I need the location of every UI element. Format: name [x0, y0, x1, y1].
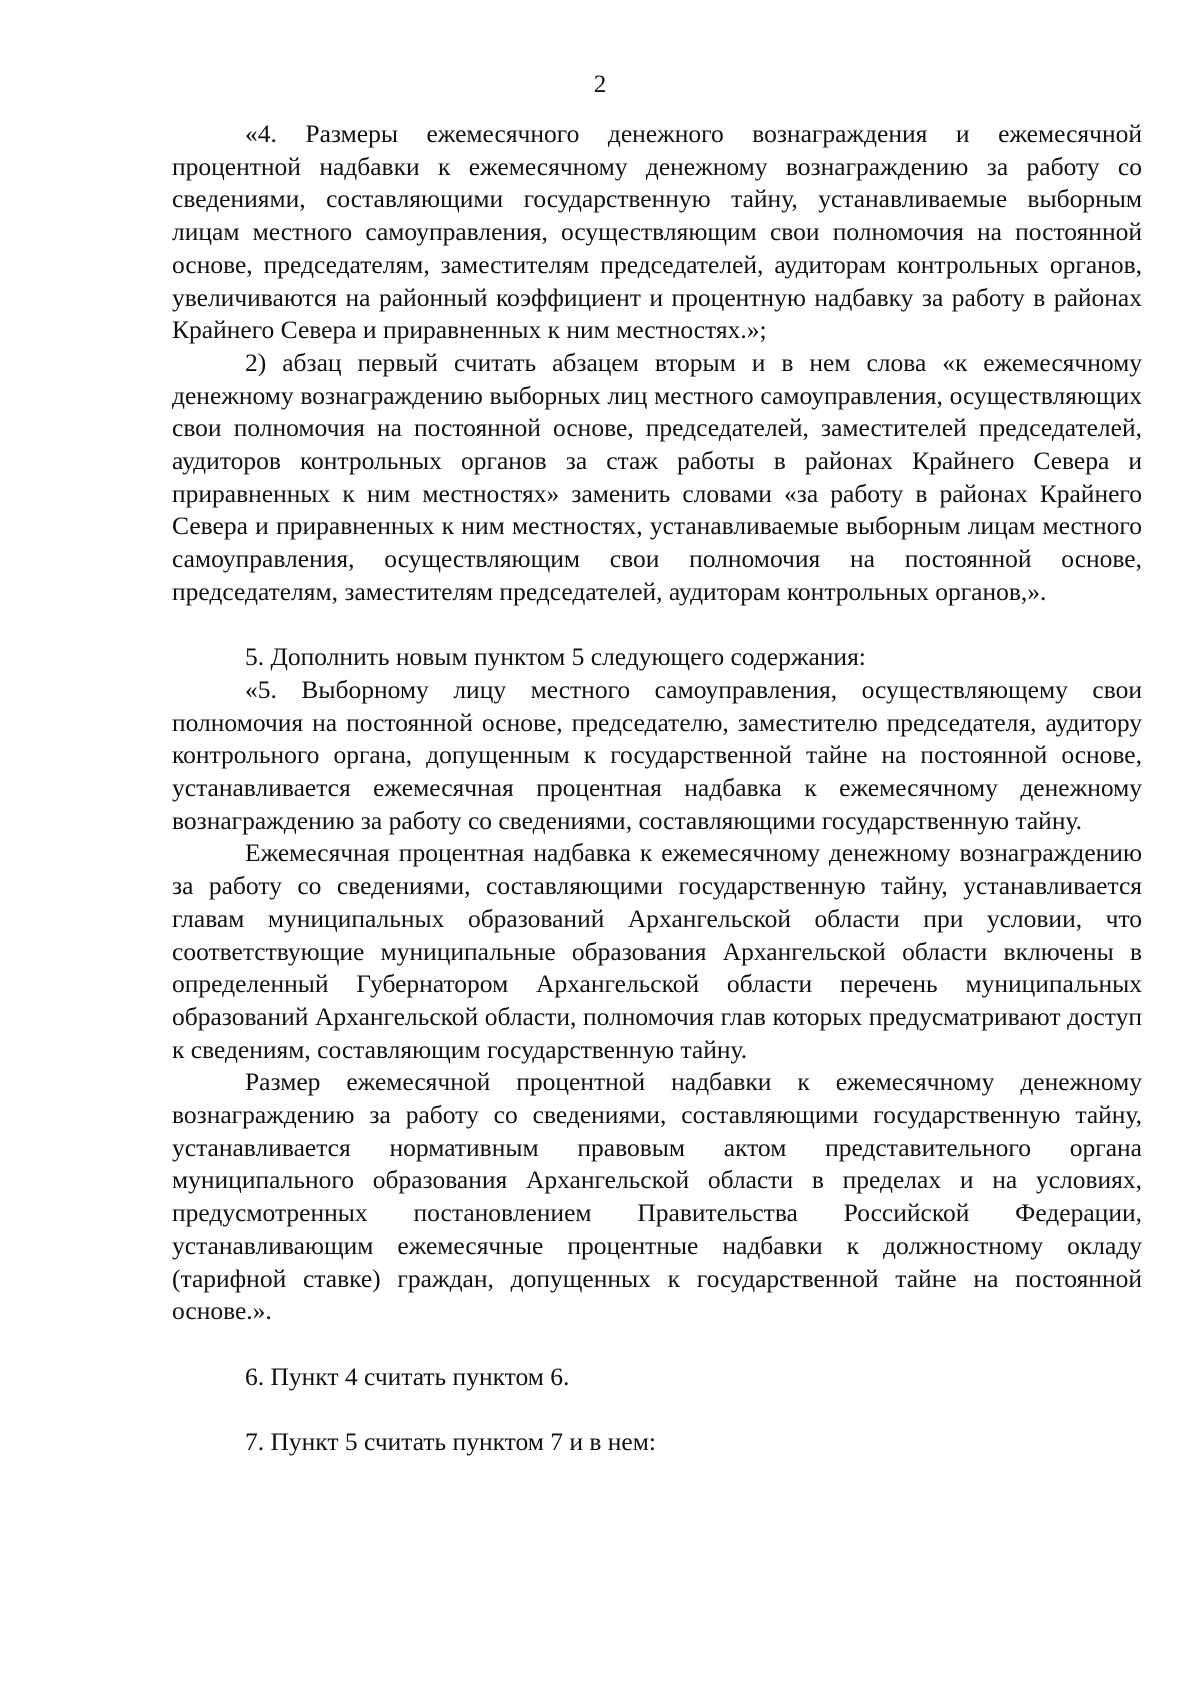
paragraph-point-5: 5. Дополнить новым пунктом 5 следующего содержания:	[245, 642, 866, 672]
paragraph-monthly-bonus: Ежемесячная процентная надбавка к ежемесячному денежному вознаграждению за работу со сведениями, составляющими государственную тайну, устанавливается главам муниципальных образований Архангельской области при условии, что соответствующие муниципальные образования Архангельской области включены в определенный Губернатором Архангельской области перечень муниципальных образований Архангельской области, полномочия глав которых предусматривают доступ к сведениям, составляющим государственную тайну.	[172, 838, 1142, 1064]
document-body	[172, 118, 1142, 1459]
paragraph-bonus-amount: Размер ежемесячной процентной надбавки к ежемесячному денежному вознаграждению за работу со сведениями, составляющими государственную тайну, устанавливается нормативным правовым актом представительного органа муниципального образования Архангельской области в пределах и на условиях, предусмотренных постановлением Правительства Российской Федерации, устанавливающим ежемесячные процентные надбавки к должностному окладу (тарифной ставке) граждан, допущенных к государственной тайне на постоянной основе.».	[172, 1067, 1142, 1326]
paragraph-item-4-quote: «4. Размеры ежемесячного денежного вознаграждения и ежемесячной процентной надбавки к ежемесячному денежному вознаграждению за работу со сведениями, составляющими государственную тайну, устанавливаемые выборным лицам местного самоуправления, осуществляющим свои полномочия на постоянной основе, председателям, заместителям председателей, аудиторам контрольных органов, увеличиваются на районный коэффициент и процентную надбавку за работу в районах Крайнего Севера и приравненных к ним местностях.»;	[172, 119, 1142, 345]
paragraph-point-6: 6. Пункт 4 считать пунктом 6.	[245, 1361, 570, 1391]
paragraph-point-7: 7. Пункт 5 считать пунктом 7 и в нем:	[245, 1427, 656, 1457]
paragraph-subitem-2: 2) абзац первый считать абзацем вторым и в нем слова «к ежемесячному денежному вознаграждению выборных лиц местного самоуправления, осуществляющих свои полномочия на постоянной основе, председателей, заместителей председателей, аудиторов контрольных органов за стаж работы в районах Крайнего Севера и приравненных к ним местностях» заменить словами «за работу в районах Крайнего Севера и приравненных к ним местностях, устанавливаемые выборным лицам местного самоуправления, осуществляющим свои полномочия на постоянной основе, председателям, заместителям председателей, аудиторам контрольных органов,».	[172, 347, 1142, 606]
page-number: 2	[593, 71, 607, 98]
paragraph-item-5-quote: «5. Выборному лицу местного самоуправления, осуществляющему свои полномочия на постоянной основе, председателю, заместителю председателя, аудитору контрольного органа, допущенным к государственной тайне на постоянной основе, устанавливается ежемесячная процентная надбавка к ежемесячному денежному вознаграждению за работу со сведениями, составляющими государственную тайну.	[172, 674, 1142, 835]
